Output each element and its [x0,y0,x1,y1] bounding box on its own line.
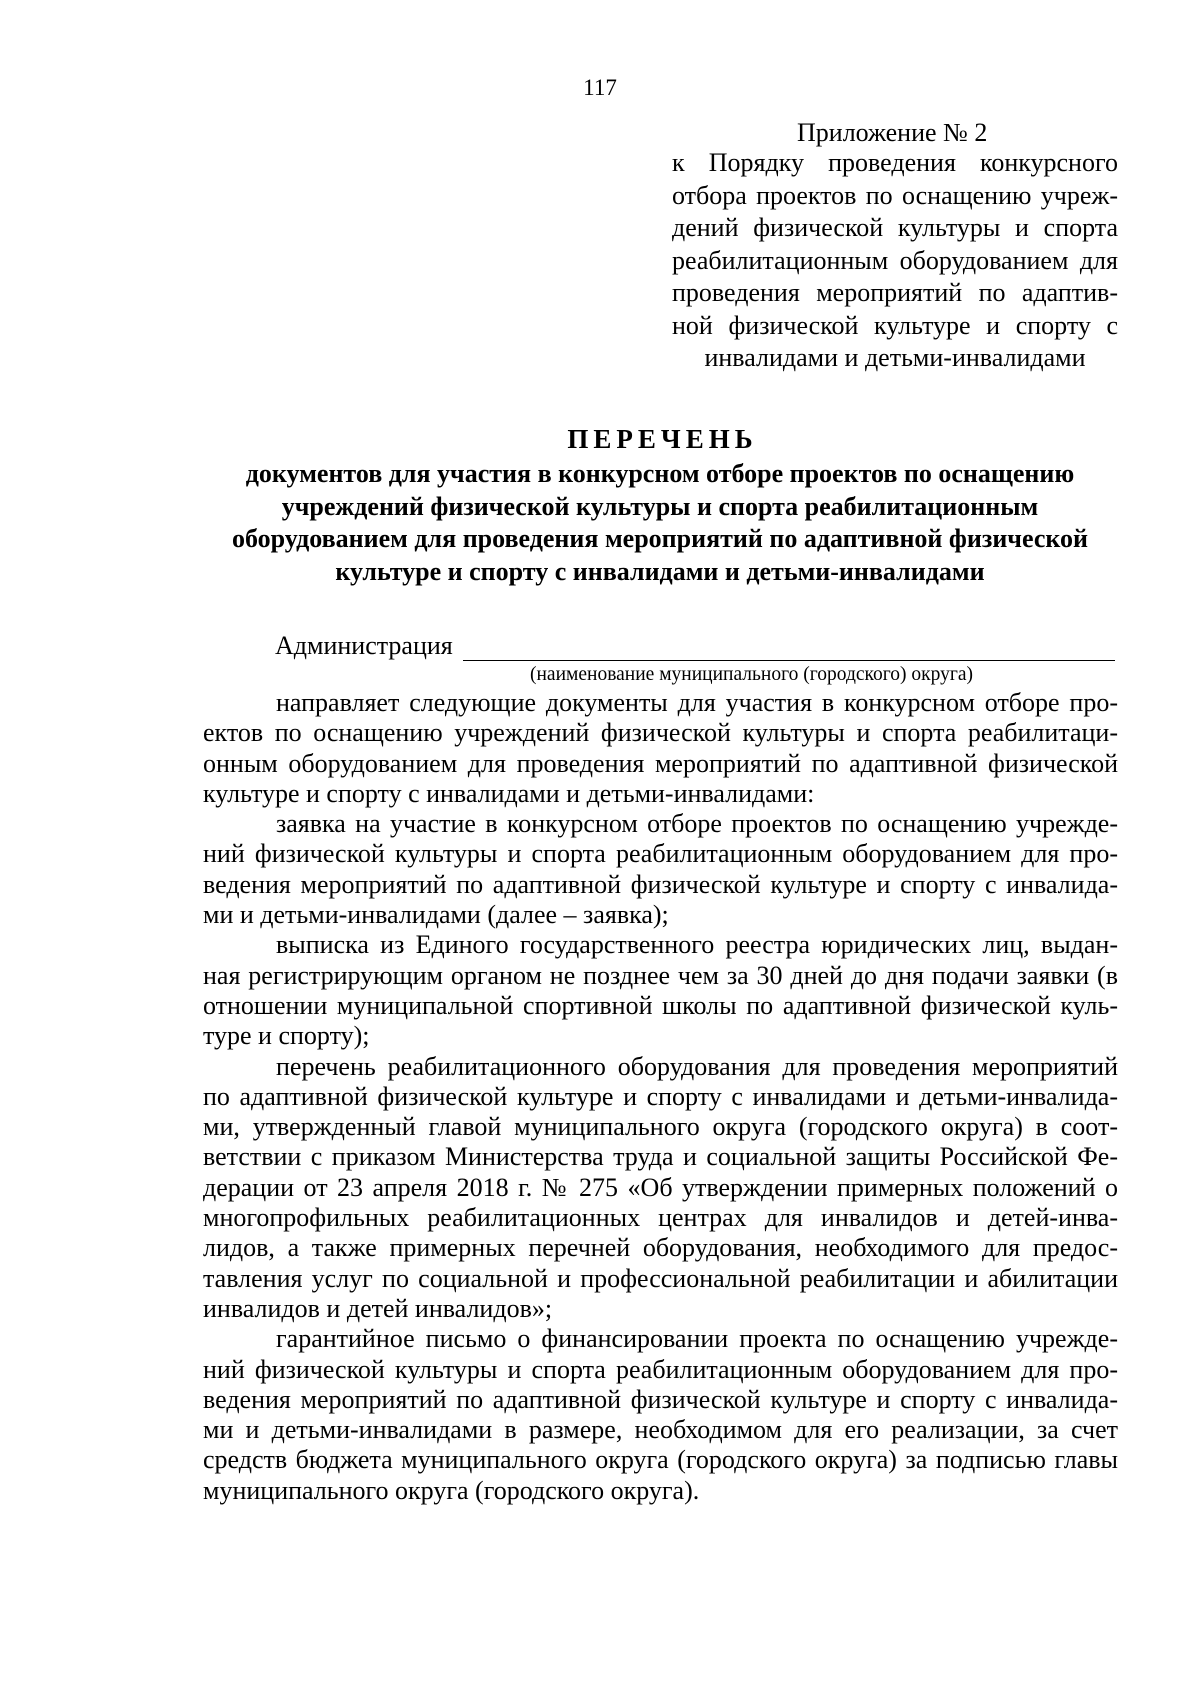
body-line: онным оборудованием для проведения мероприятий по адаптивной физической [203,748,1118,778]
body-text [203,688,1118,1506]
appendix-line: отбора проектов по оснащению учреж- [672,180,1118,210]
appendix-line: к Порядку проведения конкурсного [672,148,1118,177]
body-line: ная регистрирующим органом не позднее чем за 30 дней до дня подачи заявки (в [203,960,1118,990]
body-line: ми и детьми-инвалидами (далее – заявка); [203,900,669,930]
body-line: ведения мероприятий по адаптивной физической культуре и спорту с инвалида- [203,869,1118,899]
appendix-line: ной физической культуре и спорту с [672,310,1118,340]
body-line: выписка из Единого государственного реестра юридических лиц, выдан- [276,930,1118,960]
document-heading [150,420,1170,588]
heading-subtitle-line: учреждений физической культуры и спорта реабилитационным [281,491,1039,521]
body-line: лидов, а также примерных перечней оборудования, необходимого для предос- [203,1233,1118,1263]
body-line: гарантийное письмо о финансировании проекта по оснащению учрежде- [276,1324,1118,1354]
appendix-reference [672,147,1118,375]
body-line: ми и детьми-инвалидами в размере, необходимом для его реализации, за счет [203,1415,1118,1445]
heading-subtitle-line: документов для участия в конкурсном отборе проектов по оснащению [245,459,1075,488]
appendix-line: дений физической культуры и спорта [672,213,1118,242]
body-line: ми, утвержденный главой муниципального округа (городского округа) в соот- [203,1112,1118,1142]
appendix-line: инвалидами и детьми-инвалидами [704,343,1086,372]
page-number: 117 [583,75,617,100]
body-line: по адаптивной физической культуре и спорту с инвалидами и детьми-инвалида- [203,1081,1118,1111]
body-line: дерации от 23 апреля 2018 г. № 275 «Об утверждении примерных положений о [203,1172,1118,1202]
body-line: многопрофильных реабилитационных центрах для инвалидов и детей-инва- [203,1203,1118,1233]
body-line: отношении муниципальной спортивной школы по адаптивной физической куль- [203,990,1118,1020]
body-line: ний физической культуры и спорта реабилитационным оборудованием для про- [203,839,1118,869]
heading-subtitle-line: культуре и спорту с инвалидами и детьми-инвалидами [335,556,985,586]
body-line: тавления услуг по социальной и профессиональной реабилитации и абилитации [203,1263,1118,1293]
body-line: муниципального округа (городского округа). [203,1475,700,1505]
administration-name-blank [463,660,1115,661]
administration-label: Администрация [275,631,453,660]
body-line: инвалидов и детей инвалидов»; [203,1293,553,1323]
body-line: ветствии с приказом Министерства труда и социальной защиты Российской Фе- [203,1142,1118,1172]
body-line: направляет следующие документы для участия в конкурсном отборе про- [276,688,1118,717]
appendix-line: проведения мероприятий по адаптив- [672,278,1118,307]
body-line: туре и спорту); [203,1021,370,1051]
body-line: культуре и спорту с инвалидами и детьми-инвалидами: [203,778,815,808]
body-line: перечень реабилитационного оборудования для проведения мероприятий [276,1051,1118,1081]
heading-title: ПЕРЕЧЕНЬ [567,424,758,454]
appendix-title: Приложение № 2 [797,118,988,147]
body-line: ний физической культуры и спорта реабилитационным оборудованием для про- [203,1354,1118,1384]
body-line: заявка на участие в конкурсном отборе проектов по оснащению учрежде- [276,809,1118,839]
heading-subtitle-line: оборудованием для проведения мероприятий по адаптивной физической [232,524,1088,553]
appendix-line: реабилитационным оборудованием для [672,245,1118,275]
body-line: ектов по оснащению учреждений физической культуры и спорта реабилитаци- [203,718,1118,748]
administration-field [275,630,1115,666]
body-line: ведения мероприятий по адаптивной физической культуре и спорту с инвалида- [203,1384,1118,1414]
body-line: средств бюджета муниципального округа (городского округа) за подписью главы [203,1445,1118,1475]
administration-caption: (наименование муниципального (городского) округа) [530,664,973,685]
